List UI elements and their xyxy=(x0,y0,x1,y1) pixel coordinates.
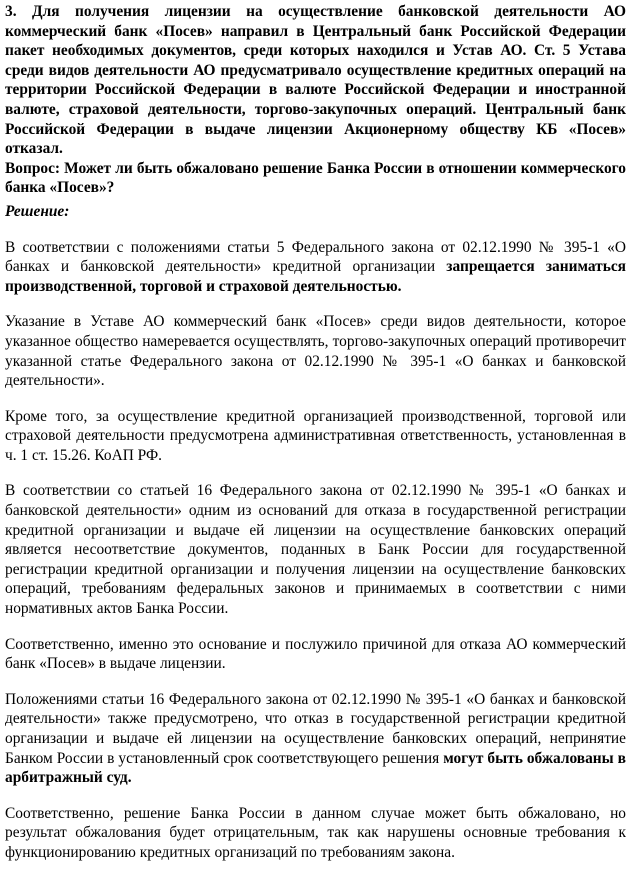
paragraph-article-5 xyxy=(5,238,626,297)
paragraph-appeal-right xyxy=(5,690,626,788)
paragraph-conclusion: Соответственно, решение Банка России в данном случае может быть обжаловано, но результат обжалования будет отрицательным, так как нарушены основные требования к функционированию кредитных организаций по требованиям закона. xyxy=(5,804,626,861)
paragraph-administrative-liability: Кроме того, за осуществление кредитной организацией производственной, торговой или страховой деятельности предусмотрена административная ответственность, установленная в ч. 1 ст. 15.26. КоАП РФ. xyxy=(5,407,626,464)
document-page xyxy=(5,2,626,879)
task-statement: 3. Для получения лицензии на осуществление банковской деятельности АО коммерческий банк «Посев» направил в Центральный банк Российской Федерации пакет необходимых документов, среди которых находился и Устав АО. Ст. 5 Устава среди видов деятельности АО предусматривало осуществление кредитных операций на территории Российской Федерации в валюте Российской Федерации и иностранной валюте, страховой деятельности, торгово-закупочных операций. Центральный банк Российской Федерации в выдаче лицензии Акционерному обществу КБ «Посев» отказал. xyxy=(5,3,626,158)
question-statement: Вопрос: Может ли быть обжаловано решение Банка России в отношении коммерческого банка «Посев»? xyxy=(5,159,626,197)
paragraph-refusal-reason: Соответственно, именно это основание и послужило причиной для отказа АО коммерческий банк «Посев» в выдаче лицензии. xyxy=(5,635,626,673)
paragraph-text: Положениями статьи 16 Федерального закона от 02.12.1990 № 395-1 «О банках и банковской деятельности» также предусмотрено, что отказ в государственной регистрации кредитной организации и выдаче ей лицензии на осуществление банковских операций, непринятие Банком России в установленный срок соответствующего решения xyxy=(5,690,626,767)
paragraph-emphasis: могут быть обжалованы в арбитражный суд. xyxy=(5,749,626,787)
paragraph-text: В соответствии с положениями статьи 5 Федерального закона от 02.12.1990 № 395-1 «О банках и банковской деятельности» кредитной организации xyxy=(5,238,626,276)
paragraph-emphasis: запрещается заниматься производственной, торговой и страховой деятельностью. xyxy=(5,258,626,295)
paragraph-charter-contradiction: Указание в Уставе АО коммерческий банк «Посев» среди видов деятельности, которое указанное общество намеревается осуществлять, торгово-закупочных операций противоречит указанной статье Федерального закона от 02.12.1990 № 395-1 «О банках и банковской деятельности». xyxy=(5,313,626,390)
solution-heading: Решение: xyxy=(5,202,70,220)
paragraph-article-16-grounds: В соответствии со статьей 16 Федерального закона от 02.12.1990 № 395-1 «О банках и банковской деятельности» одним из оснований для отказа в государственной регистрации кредитной организации и выдаче ей лицензии на осуществление банковских операций является несоответствие документов, поданных в Банк России для государственной регистрации кредитной организации и получения лицензии на осуществление банковских операций, требованиям федеральных законов и принимаемых в соответствии с ними нормативных актов Банка России. xyxy=(5,482,626,618)
